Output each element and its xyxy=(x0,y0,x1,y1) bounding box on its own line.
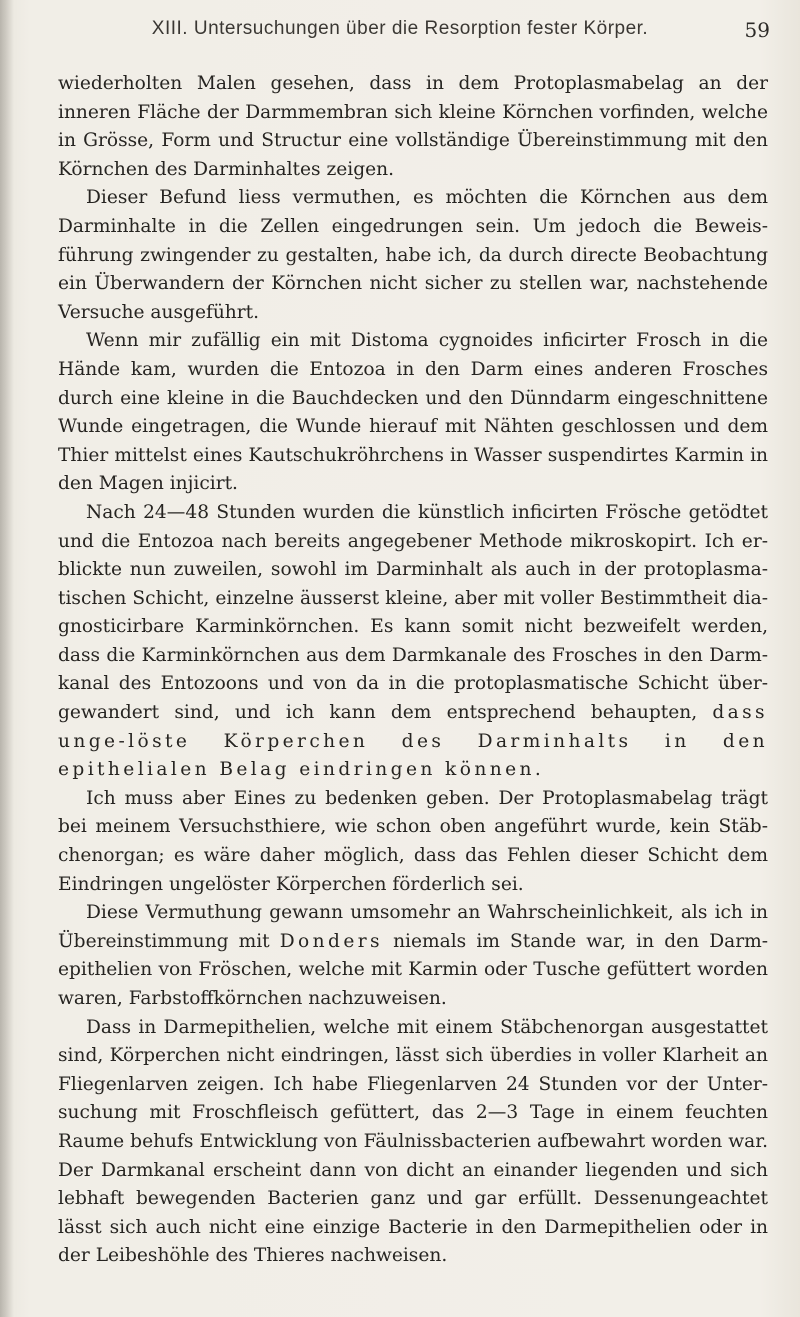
paragraph-text: Dass in Darmepithelien, welche mit einem Stäbchenorgan ausgestattet sind, Körperchen nicht eindringen, lässt sich überdies in voller Klarheit an Fliegenlarven zeigen. Ich habe Fliegenlarven 24 Stunden vor der Unter-suchung mit Froschfleisch gefüttert, das 2—3 Tage in einem feuchten Raume behufs Entwicklung von Fäulnissbacterien aufbewahrt worden war. Der Darmkanal erscheint dann von dicht an einander liegenden und sich lebhaft bewegenden Bacterien ganz und gar erfüllt. Dessenungeachtet lässt sich auch nicht eine einzige Bacterie in den Darmepithelien oder in der Leibeshöhle des Thieres nachweisen. xyxy=(58,1016,768,1267)
paragraph-text: wiederholten Malen gesehen, dass in dem Protoplasmabelag an der inneren Fläche der Darmmembran sich kleine Körnchen vorfinden, welche in Grösse, Form und Structur eine vollständige Übereinstimmung mit den Körnchen des Darminhaltes zeigen. xyxy=(58,73,768,180)
page-header xyxy=(0,18,800,48)
paragraph-text: niemals im Stande war, in den Darm-epithelien von Fröschen, welche mit Karmin oder Tusche gefüttert worden waren, Farbstoffkörnchen nachzuweisen. xyxy=(58,930,768,1009)
paragraph xyxy=(58,785,768,899)
paragraph xyxy=(58,1014,768,1271)
paragraph-text: Wenn mir zufällig ein mit Distoma cygnoides inficirter Frosch in die Hände kam, wurden die Entozoa in den Darm eines anderen Frosches durch eine kleine in die Bauchdecken und den Dünndarm eingeschnittene Wunde eingetragen, die Wunde hierauf mit Nähten geschlossen und dem Thier mittelst eines Kautschukröhrchens in Wasser suspendirtes Karmin in den Magen injicirt. xyxy=(58,330,768,495)
paragraph-text: Diese Vermuthung gewann umsomehr an Wahrscheinlichkeit, als ich in Übereinstimmung mit xyxy=(58,902,768,952)
paragraph xyxy=(58,499,768,785)
page-number: 59 xyxy=(744,18,770,42)
paragraph xyxy=(58,70,768,184)
author-name-donders: Donders xyxy=(279,930,383,952)
emphasized-statement: dass unge-löste Körperchen des Darminhalts in den epithelialen Belag eindringen können. xyxy=(58,702,768,781)
running-head: XIII. Untersuchungen über die Resorption fester Körper. xyxy=(151,18,649,39)
paragraph-text: Ich muss aber Eines zu bedenken geben. Der Protoplasmabelag trägt bei meinem Versuchsthiere, wie schon oben angeführt wurde, kein Stäb-chenorgan; es wäre daher möglich, dass das Fehlen dieser Schicht dem Eindringen ungelöster Körperchen förderlich sei. xyxy=(58,787,768,895)
paragraph-text: Dieser Befund liess vermuthen, es möchten die Körnchen aus dem Darminhalte in die Zellen eingedrungen sein. Um jedoch die Beweis-führung zwingender zu gestalten, habe ich, da durch directe Beobachtung ein Überwandern der Körnchen nicht sicher zu stellen war, nachstehende Versuche ausgeführt. xyxy=(58,187,768,323)
paragraph xyxy=(58,184,768,327)
paragraph xyxy=(58,899,768,1013)
body-text xyxy=(58,70,768,1271)
paragraph xyxy=(58,327,768,499)
page-gutter-shadow xyxy=(0,0,14,1317)
paragraph-text: Nach 24—48 Stunden wurden die künstlich inficirten Frösche getödtet und die Entozoa nach bereits angegebener Methode mikroskopirt. Ich er-blickte nun zuweilen, sowohl im Darminhalt als auch in der protoplasma-tischen Schicht, einzelne äusserst kleine, aber mit voller Bestimmtheit dia-gnosticirbare Karminkörnchen. Es kann somit nicht bezweifelt werden, dass die Karminkörnchen aus dem Darmkanale des Frosches in den Darm-kanal des Entozoons und von da in die protoplasmatische Schicht über-gewandert sind, und ich kann dem entsprechend behaupten, xyxy=(58,501,768,724)
